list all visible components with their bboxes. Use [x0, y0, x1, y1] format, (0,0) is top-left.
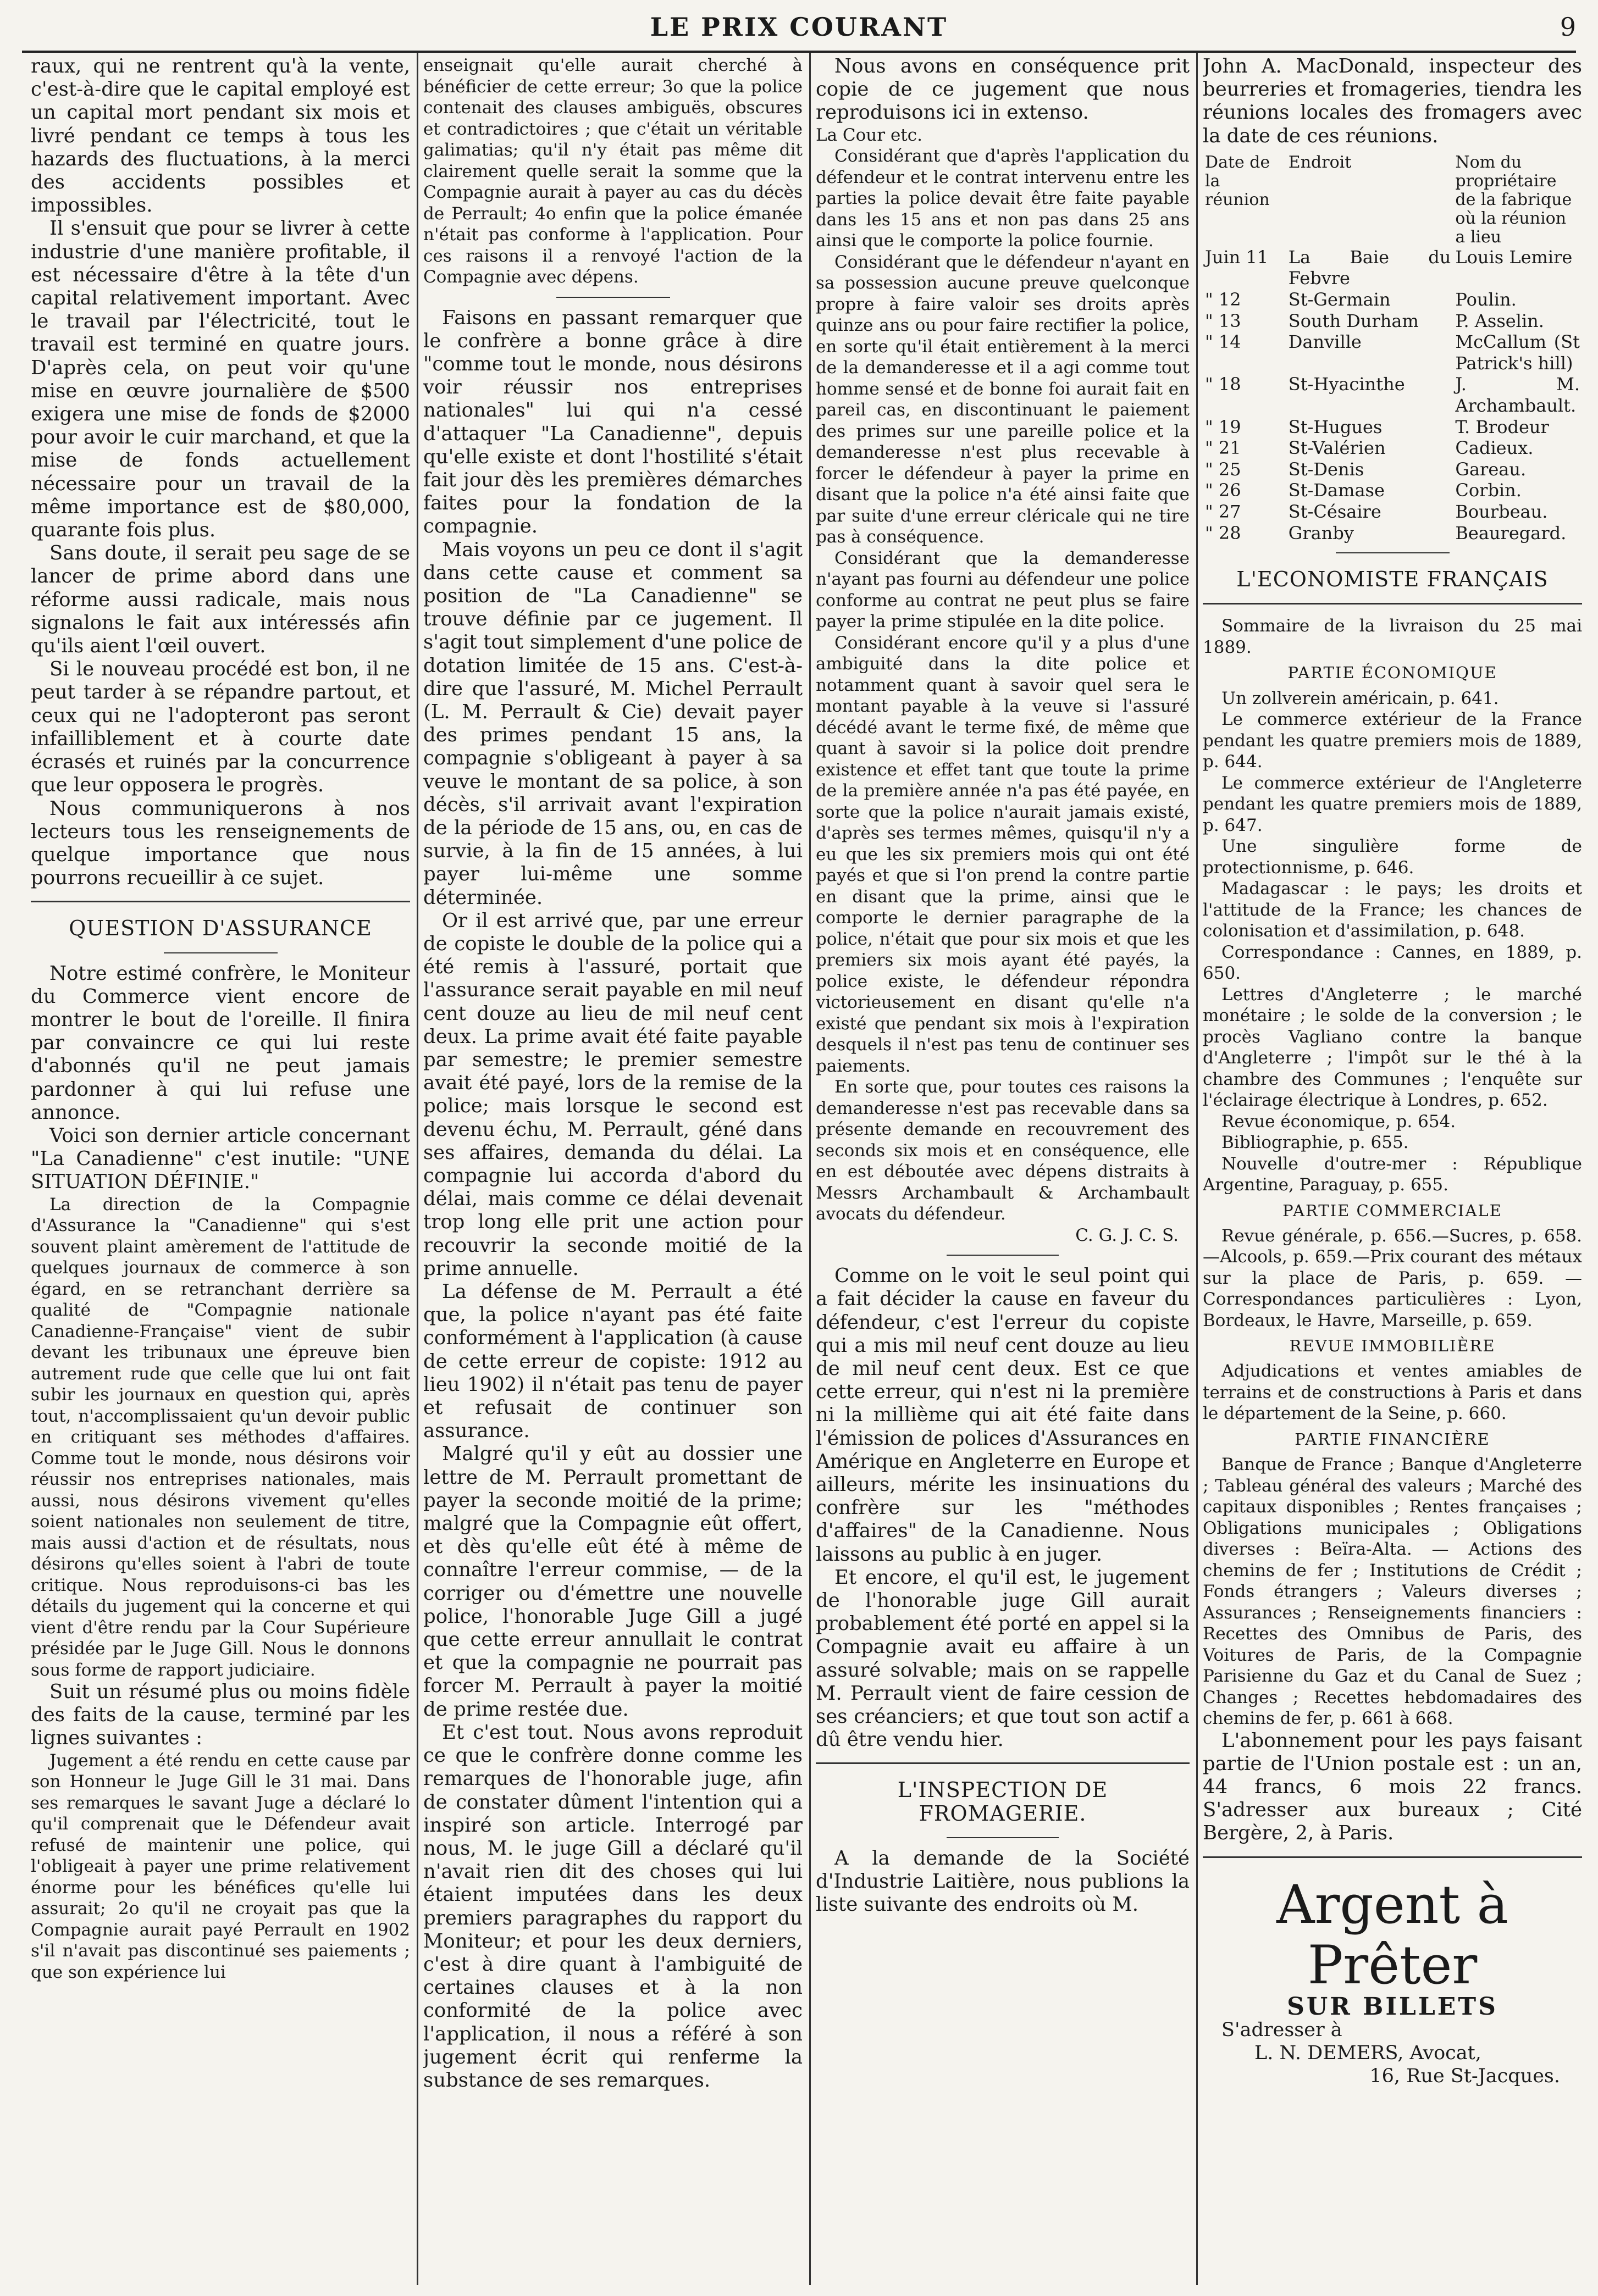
cell-place: South Durham	[1288, 310, 1419, 331]
ad-address: 16, Rue St-Jacques.	[1369, 2065, 1560, 2088]
section-rule	[31, 901, 410, 902]
list-item: Lettres d'Angleterre ; le marché monétaire ; le solde de la conversion ; le procès Vagliano contre la banque d'Angleterre ; l'impôt sur le thé à la chambre des Communes ; l'enquête sur l'éclairage électrique à Londres, p. 652.	[1203, 984, 1582, 1111]
list-item: Le commerce extérieur de l'Angleterre pendant les quatre premiers mois de 1889, p. 647.	[1203, 773, 1582, 835]
quoted-paragraph: La direction de la Compagnie d'Assurance la "Canadienne" qui s'est souvent plaint amèrement de l'attitude de quelques journaux de commerce à son égard, en se retranchant derrière sa qualité de "Compagnie nationale Canadienne-Française" vient de subir devant les tribunaux une épreuve bien autrement rude que celle que lui ont fait subir les journaux en question qui, après tout, n'accomplissaient qu'un devoir public en critiquant ses méthodes d'affaires. Comme tout le monde, nous désirons voir réussir nos entreprises nationales, mais aussi, nous désirons vivement qu'elles soient nationales non seulement de titre, mais aussi d'action et de résultats, nous désirons qu'elles soient à l'abri de toute critique. Nous reproduisons-ci bas les détails du jugement qui la concerne et qui vient d'être rendu par la Cour Supérieure présidée par le Juge Gill. Nous le donnons sous forme de rapport judiciaire.	[31, 1194, 410, 1680]
summary-line: Sommaire de la livraison du 25 mai 1889.	[1203, 616, 1582, 657]
cell-owner: J. M. Archambault.	[1455, 374, 1580, 416]
cell-owner: Bourbeau.	[1455, 501, 1548, 522]
court-text: Considérant que le défendeur n'ayant en sa possession aucune preuve quelconque propre à faire valoir ses droits après quinze ans ou pour faire rectifier la police, en sorte qu'il était entièrement à la merci de la demanderesse et il a agi comme tout homme sensé et de bonne foi aurait fait en pareil cas, en discontinuant le paiement des primes sur une pareille police et la demanderesse n'est plus recevable à forcer le défendeur à payer la prime en disant que la police n'a été ainsi faite que par suite d'une erreur cléricale qui ne tire pas à conséquence.	[816, 252, 1190, 547]
paragraph: Suit un résumé plus ou moins fidèle des faits de la cause, terminé par les lignes suivantes :	[31, 1681, 410, 1750]
heading-rule	[164, 952, 278, 953]
paragraph: Or il est arrivé que, par une erreur de copiste le double de la police qui a été remis à l'assuré, portait que l'assurance serait payable en mil neuf cent douze au lieu de mil neuf cent deux. La prime avait été faite payable par semestre; le premier semestre avait été payé, lors de la remise de la police; mais lorsque le second est devenu échu, M. Perrault, géné dans ses affaires, demanda du délai. La compagnie lui accorda d'abord du délai, mais comme ce délai devenait trop long elle prit une action pour recouvrir la seconde moitié de la prime annuelle.	[423, 909, 803, 1280]
cell-date: " 26	[1205, 480, 1241, 501]
cell-place: St-Denis	[1288, 458, 1364, 480]
cell-date: " 13	[1205, 310, 1241, 331]
section-rule	[816, 1762, 1190, 1764]
ad-title: Argent à Prêter	[1276, 1873, 1508, 1996]
subheading: PARTIE COMMERCIALE	[1282, 1201, 1502, 1220]
table-row	[1203, 523, 1582, 544]
quoted-paragraph: Jugement a été rendu en cette cause par son Honneur le Juge Gill le 31 mai. Dans ses remarques le savant Juge a déclaré lo qu'il comprenait que le Défendeur avait refusé de maintenir une police, qui l'obligeait à payer une prime relativement énorme pour les bénéfices qu'elle lui assurait; 2o qu'il ne croyait pas que la Compagnie aurait payé Perrault en 1902 s'il n'avait pas discontinué ses paiements ; que son expérience lui	[31, 1750, 410, 1982]
ornament-rule	[1336, 552, 1450, 553]
subheading: REVUE IMMOBILIÈRE	[1289, 1336, 1496, 1356]
section-heading: L'INSPECTION DE FROMAGERIE.	[897, 1778, 1108, 1826]
court-signature: C. G. J. C. S.	[1075, 1225, 1179, 1245]
page-number: 9	[1560, 12, 1576, 42]
newspaper-title: LE PRIX COURANT	[650, 12, 948, 42]
cell-place: St-Hugues	[1288, 416, 1383, 437]
paragraph: La défense de M. Perrault a été que, la police n'ayant pas été faite conformément à l'application (à cause de cette erreur de copiste: 1912 au lieu 1902) il n'était pas tenu de payer et refusait de continuer son assurance.	[423, 1280, 803, 1443]
paragraph: Nous avons en conséquence prit copie de ce jugement que nous reproduisons ici in extenso.	[816, 55, 1190, 124]
header-rule	[22, 51, 1576, 53]
section-heading: L'ECONOMISTE FRANÇAIS	[1236, 567, 1549, 592]
paragraph: Et encore, el qu'il est, le jugement de l'honorable juge Gill aurait probablement été porté en appel si la Compagnie avait eu affaire à un assuré solvable; mais on se rappelle M. Perrault vient de faire cession de ses créanciers; et que tout son actif a dû être vendu hier.	[816, 1566, 1190, 1751]
section-heading: QUESTION D'ASSURANCE	[69, 916, 372, 941]
cell-place: La Baie du Febvre	[1288, 246, 1451, 289]
table-row	[1203, 417, 1582, 438]
column-2	[423, 55, 803, 2285]
cell-place: St-Germain	[1288, 289, 1391, 310]
cell-date: " 27	[1205, 501, 1241, 522]
table-row	[1203, 437, 1582, 459]
list-item: Bibliographie, p. 655.	[1221, 1133, 1409, 1153]
list-item: Nouvelle d'outre-mer : République Argentine, Paraguay, p. 655.	[1203, 1153, 1582, 1195]
paragraph: Sans doute, il serait peu sage de se lancer de prime abord dans une réforme aussi radicale, mais nous signalons le fait aux intéressés afin qu'ils aient l'œil ouvert.	[31, 542, 410, 658]
subheading: PARTIE FINANCIÈRE	[1295, 1429, 1490, 1449]
ad-contact: S'adresser à	[1221, 2018, 1342, 2041]
paragraph: A la demande de la Société d'Industrie Laitière, nous publions la liste suivante des endroits où M.	[816, 1846, 1190, 1916]
list-item: Madagascar : le pays; les droits et l'attitude de la France; les chances de colonisation et d'assimilation, p. 648.	[1203, 879, 1582, 941]
list-item: Le commerce extérieur de la France pendant les quatre premiers mois de 1889, p. 644.	[1203, 709, 1582, 772]
column-3	[816, 55, 1190, 2285]
cell-owner: Louis Lemire	[1455, 246, 1573, 268]
meeting-table	[1203, 153, 1582, 544]
cell-date: " 28	[1205, 522, 1241, 544]
paragraph: Mais voyons un peu ce dont il s'agit dans cette cause et comment sa position de "La Canadienne" se trouve définie par ce jugement. Il s'agit tout simplement d'une police de dotation limitée de 15 ans. C'est-à-dire que l'assuré, M. Michel Perrault (L. M. Perrault & Cie) devait payer des primes pendant 15 ans, la compagnie s'obligeant à payer à sa veuve le montant de sa police, à son décès, s'il arrivait avant l'expiration de la période de 15 ans, ou, en cas de survie, à la fin de 15 années, à lui payer lui-même une somme déterminée.	[423, 538, 803, 909]
paragraph-rule	[947, 1255, 1059, 1256]
cell-owner: Cadieux.	[1455, 437, 1534, 459]
table-row	[1203, 374, 1582, 416]
quoted-paragraph: enseignait qu'elle aurait cherché à bénéficier de cette erreur; 3o que la police contenait des clauses ambiguës, obscures et contradictoires ; que c'était un véritable galimatias; qu'il n'y était pas même dit clairement quelle serait la somme que la Compagnie aurait à payer au cas du décès de Perrault; 4o enfin que la police émanée n'était pas conforme à l'application. Pour ces raisons il a renvoyé l'action de la Compagnie avec dépens.	[423, 56, 803, 287]
paragraph: Et c'est tout. Nous avons reproduit ce que le confrère donne comme les remarques de l'honorable juge, afin de constater dûment l'intention qui a inspiré son article. Interrogé par nous, M. le juge Gill a déclaré qu'il n'avait rien dit des choses qui lui étaient imputées dans les deux premiers paragraphes du rapport du Moniteur; et pour les deux derniers, c'est à dire quant à l'ambiguité de certaines clauses et à la non conformité de la police avec l'application, il nous a référé à son jugement écrit qui renferme la substance de ses remarques.	[423, 1721, 803, 2092]
page-header	[0, 0, 1598, 55]
paragraph: Comme on le voit le seul point qui a fait décider la cause en faveur du défendeur, c'est l'erreur du copiste qui a mis mil neuf cent douze au lieu de mil neuf cent deux. Est ce que cette erreur, qui n'est ni la première ni la millième qui ait été faite dans l'émission de polices d'Assurances en Amérique en Angleterre en Europe et ailleurs, mérite les insinuations du confrère sur les "méthodes d'affaires" de la Canadienne. Nous laissons au public à en juger.	[816, 1265, 1190, 1566]
section-rule	[1203, 1856, 1582, 1858]
cell-place: St-Hyacinthe	[1288, 374, 1405, 395]
table-row	[1203, 331, 1582, 374]
heading-rule	[947, 1837, 1059, 1838]
column-1	[31, 55, 410, 2285]
paragraph: Nous communiquerons à nos lecteurs tous les renseignements de quelque importance que nous pourrons recueillir à ce sujet.	[31, 797, 410, 890]
paragraph: Notre estimé confrère, le Moniteur du Commerce vient encore de montrer le bout de l'oreille. Il finira par convaincre ce qui lui reste d'abonnés qu'il ne peut jamais pardonner à qui lui refuse une annonce.	[31, 962, 410, 1124]
table-row	[1203, 480, 1582, 501]
cell-place: St-Damase	[1288, 480, 1385, 501]
cell-owner: P. Asselin.	[1455, 310, 1544, 331]
table-row	[1203, 501, 1582, 523]
paragraph: John A. MacDonald, inspecteur des beurreries et fromageries, tiendra les réunions locales des fromagers avec la date de ces réunions.	[1203, 55, 1582, 147]
cell-place: St-Valérien	[1288, 437, 1386, 459]
paragraph: Il s'ensuit que pour se livrer à cette industrie d'une manière profitable, il est nécessaire d'être à la tête d'un capital relativement important. Avec le travail par l'électricité, tout le travail est terminé en quatre jours. D'après cela, on peut voir qu'une mise en œuvre journalière de $500 exigera une mise de fonds de $2000 pour avoir le cuir marchand, et que la mise de fonds actuellement nécessaire pour un travail de la même importance est de $80,000, quarante fois plus.	[31, 217, 410, 542]
cell-date: Juin 11	[1205, 246, 1269, 268]
court-text: Considérant que la demanderesse n'ayant pas fourni au défendeur une police conforme au contrat ne peut plus se faire payer la prime stipulée en la dite police.	[816, 548, 1190, 632]
cell-owner: Beauregard.	[1455, 522, 1567, 544]
court-text: La Cour etc.	[816, 125, 922, 145]
cell-date: " 25	[1205, 458, 1241, 480]
column-divider	[1196, 53, 1198, 2285]
court-text: Considérant encore qu'il y a plus d'une ambiguité dans la dite police et notamment quant à savoir quel sera le montant payable à la veuve si l'assuré décédé avant le terme fixé, de même que quant à savoir si la police doit prendre existence et effet tant que toute la prime de la première année n'a pas été payée, en sorte que la police n'aurait jamais existé, d'après ses termes mêmes, quisqu'il n'y a eu que les six premiers mois qui ont été payés et que si l'on prend la contre partie en disant que la prime, ainsi que le comporte le dernier paragraphe de la police, n'était que pour six mois et que les premiers six mois ayant été payés, la police existe, le défendeur répondra victorieusement en disant qu'elle n'a existé que pendant six mois à l'expiration desquels il n'est pas tenu de continuer ses paiements.	[816, 633, 1190, 1076]
subscription-notice: L'abonnement pour les pays faisant partie de l'Union postale est : un an, 44 francs, 6 mois 22 francs. S'adresser aux bureaux ; Cité Bergère, 2, à Paris.	[1203, 1729, 1582, 1845]
cell-date: " 12	[1205, 289, 1241, 310]
column-divider	[417, 53, 418, 2285]
cell-place: St-Césaire	[1288, 501, 1381, 522]
court-text: En sorte que, pour toutes ces raisons la demanderesse n'est pas recevable dans sa présente demande en recouvrement des seconds six mois et en conséquence, elle en est déboutée avec dépens distraits à Messrs Archambault & Archambault avocats du défendeur.	[816, 1077, 1190, 1224]
ad-subtitle: SUR BILLETS	[1287, 1992, 1498, 2021]
column-4	[1203, 55, 1582, 2285]
table-row	[1203, 310, 1582, 332]
court-text: Considérant que d'après l'application du défendeur et le contrat intervenu entre les parties la police devait être faite payable dans les 15 ans et non pas dans 25 ans ainsi que le comporte la police fournie.	[816, 146, 1190, 251]
ad-name: L. N. DEMERS, Avocat,	[1254, 2042, 1481, 2065]
cell-date: " 21	[1205, 437, 1241, 459]
paragraph: Si le nouveau procédé est bon, il ne peut tarder à se répandre partout, et ceux qui ne l'adopteront pas seront infailliblement et à courte date écrasés et ruinés par la concurrence que leur opposera le progrès.	[31, 658, 410, 797]
paragraph: Faisons en passant remarquer que le confrère a bonne grâce à dire "comme tout le monde, nous désirons voir réussir nos entreprises nationales" lui qui n'a cessé d'attaquer "La Canadienne", depuis qu'elle existe et dont l'hostilité s'était fait jour dès les premières démarches faites pour la fondation de la compagnie.	[423, 306, 803, 538]
list-item: Correspondance : Cannes, en 1889, p. 650.	[1203, 942, 1582, 984]
cell-date: " 19	[1205, 416, 1241, 437]
column-header-date: Date de la réunion	[1205, 152, 1270, 209]
table-header-row	[1203, 153, 1582, 247]
cell-owner: Gareau.	[1455, 458, 1527, 480]
paragraph-rule	[556, 297, 670, 298]
table-row	[1203, 459, 1582, 480]
column-header-owner: Nom du propriétaire de la fabrique où la réunion a lieu	[1455, 152, 1572, 247]
list-item: Adjudications et ventes amiables de terrains et de constructions à Paris et dans le département de la Seine, p. 660.	[1203, 1361, 1582, 1424]
list-item: Une singulière forme de protectionnisme, p. 646.	[1203, 836, 1582, 878]
table-row	[1203, 247, 1582, 289]
list-item: Un zollverein américain, p. 641.	[1221, 688, 1499, 708]
table-row	[1203, 289, 1582, 310]
cell-owner: Poulin.	[1455, 289, 1517, 310]
cell-date: " 14	[1205, 331, 1241, 353]
column-header-place: Endroit	[1288, 152, 1352, 172]
list-item: Revue générale, p. 656.—Sucres, p. 658. —Alcools, p. 659.—Prix courant des métaux sur la place de Paris, p. 659. — Correspondances particulières : Lyon, Bordeaux, le Havre, Marseille, p. 659.	[1203, 1225, 1582, 1330]
cell-place: Granby	[1288, 522, 1354, 544]
subheading: PARTIE ÉCONOMIQUE	[1287, 663, 1497, 683]
paragraph: Voici son dernier article concernant "La Canadienne" c'est inutile: "UNE SITUATION DÉFINIE."	[31, 1124, 410, 1194]
paragraph: Malgré qu'il y eût au dossier une lettre de M. Perrault promettant de payer la seconde moitié de la prime; malgré que la Compagnie eût offert, et dès qu'elle eût été à même de connaître l'erreur commise, — de la corriger ou d'émettre une nouvelle police, l'honorable Juge Gill a jugé que cette erreur annullait le contrat et que la compagnie ne pourrait pas forcer M. Perrault à payer la moitié de prime restée due.	[423, 1443, 803, 1721]
list-item: Revue économique, p. 654.	[1221, 1111, 1456, 1132]
cell-owner: McCallum (St Patrick's hill)	[1455, 331, 1580, 374]
section-rule	[1203, 603, 1582, 604]
paragraph: raux, qui ne rentrent qu'à la vente, c'est-à-dire que le capital employé est un capital mort pendant six mois et livré pendant ce temps à tous les hazards des fluctuations, à la merci des accidents possibles et impossibles.	[31, 55, 410, 217]
cell-place: Danville	[1288, 331, 1362, 353]
cell-date: " 18	[1205, 374, 1241, 395]
cell-owner: Corbin.	[1455, 480, 1522, 501]
column-divider	[809, 53, 811, 2285]
list-item: Banque de France ; Banque d'Angleterre ; Tableau général des valeurs ; Marché des capitaux disponibles ; Rentes françaises ; Obligations municipales ; Obligations diverses : Beïra-Alta. — Actions des chemins de fer ; Institutions de Crédit ; Fonds étrangers ; Valeurs diverses ; Assurances ; Renseignements financiers : Recettes des Omnibus de Paris, des Voitures de Paris, de la Compagnie Parisienne du Gaz et du Canal de Suez ; Changes ; Recettes hebdomadaires des chemins de fer, p. 661 à 668.	[1203, 1455, 1582, 1729]
cell-owner: T. Brodeur	[1455, 416, 1549, 437]
